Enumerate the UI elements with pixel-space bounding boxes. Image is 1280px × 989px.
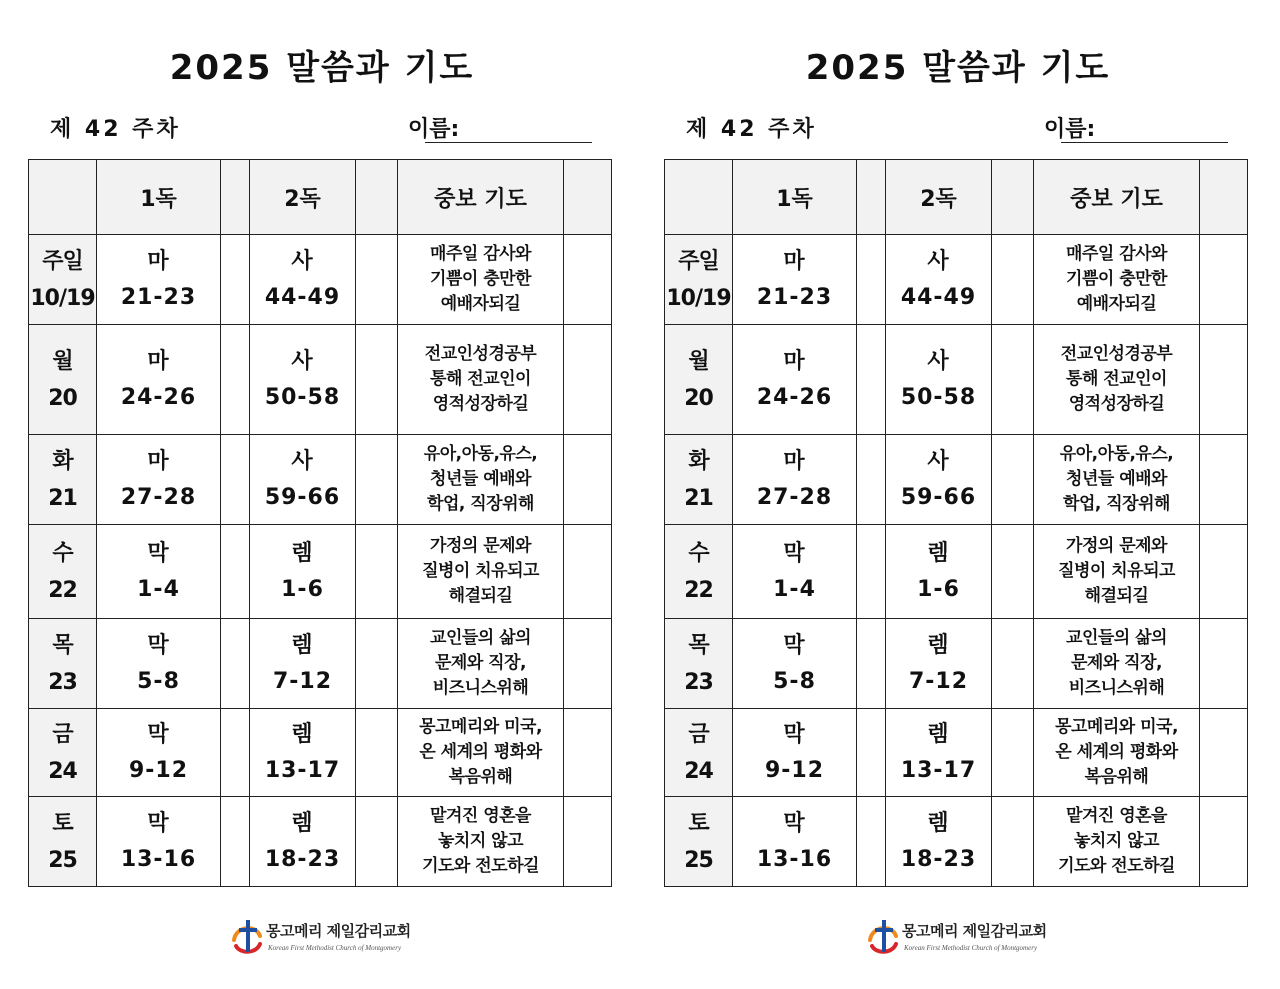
reading-2-cell [250,525,356,619]
check-cell-3 [564,235,612,325]
prayer-line: 통해 전교인이 [1066,369,1167,389]
table-header-row [665,160,1248,235]
reading-1-book: 마 [147,348,170,374]
reading-2-cell [886,525,992,619]
reading-2-book: 렘 [927,540,950,566]
prayer-line: 온 세계의 평화와 [1055,742,1178,762]
header-reading-1: 1독 [97,160,221,235]
prayer-cell [398,797,564,887]
day-cell [29,709,97,797]
reading-2-book: 사 [291,348,314,374]
check-cell-2 [356,525,398,619]
prayer-line: 영적성장하길 [1068,394,1165,414]
header-check-2 [992,160,1034,235]
reading-1-book: 막 [783,810,806,836]
reading-2-book: 렘 [291,540,314,566]
prayer-line: 복음위해 [448,767,513,787]
logo-church-name: 몽고메리 제일감리교회 [902,922,1047,940]
reading-2-book: 렘 [291,632,314,658]
reading-2-range: 18-23 [900,846,977,872]
reading-1-range: 27-28 [756,484,833,510]
reading-2-book: 사 [291,448,314,474]
prayer-line: 기쁨이 충만한 [430,269,531,289]
day-name: 주일 [678,248,719,274]
check-cell-2 [992,435,1034,525]
prayer-cell [1034,525,1200,619]
reading-2-cell [250,325,356,435]
reading-1-cell [733,435,857,525]
day-name: 목 [688,632,709,658]
table-row [665,525,1248,619]
prayer-line: 복음위해 [1084,767,1149,787]
reading-2-range: 13-17 [900,757,977,783]
page-title: 2025 말씀과 기도 [805,48,1111,88]
check-cell-3 [564,797,612,887]
day-date: 21 [48,485,77,511]
header-day-blank [665,160,733,235]
reading-2-book: 사 [927,448,950,474]
prayer-line: 맡겨진 영혼을 [430,806,531,826]
reading-1-cell [97,325,221,435]
reading-1-book: 마 [147,448,170,474]
table-row [665,435,1248,525]
check-cell-3 [564,709,612,797]
name-blank-line [425,142,592,143]
table-row [29,797,612,887]
reading-1-cell [97,619,221,709]
check-cell-2 [992,525,1034,619]
reading-1-cell [97,435,221,525]
check-cell-3 [1200,797,1248,887]
prayer-cell [1034,709,1200,797]
week-number: 제 42 주차 [50,117,181,142]
header-check-2 [356,160,398,235]
reading-plan-table [28,159,612,887]
prayer-cell [398,525,564,619]
reading-1-range: 5-8 [773,668,816,694]
check-cell-3 [1200,435,1248,525]
table-row [29,525,612,619]
church-logo [230,914,410,960]
prayer-line: 질병이 치유되고 [1058,561,1175,581]
header-reading-2: 2독 [250,160,356,235]
prayer-line: 전교인성경공부 [424,344,537,364]
day-date: 24 [48,758,77,784]
reading-1-range: 1-4 [773,576,816,602]
reading-1-cell [97,797,221,887]
header-day-blank [29,160,97,235]
reading-2-cell [250,709,356,797]
check-cell-1 [857,797,886,887]
reading-2-range: 7-12 [908,668,969,694]
header-prayer: 중보 기도 [1034,160,1200,235]
check-cell-2 [992,709,1034,797]
day-name: 월 [688,348,709,374]
prayer-line: 통해 전교인이 [430,369,531,389]
day-date: 10/19 [666,285,731,311]
reading-2-book: 렘 [927,632,950,658]
day-name: 월 [52,348,73,374]
check-cell-1 [857,619,886,709]
prayer-line: 해결되길 [448,586,513,606]
reading-2-book: 사 [291,248,314,274]
reading-1-book: 마 [147,248,170,274]
check-cell-3 [1200,709,1248,797]
check-cell-1 [221,235,250,325]
prayer-line: 영적성장하길 [432,394,529,414]
table-row [29,325,612,435]
prayer-line: 기쁨이 충만한 [1066,269,1167,289]
check-cell-1 [857,325,886,435]
reading-2-range: 44-49 [900,284,977,310]
reading-1-cell [97,709,221,797]
reading-1-cell [733,525,857,619]
reading-1-cell [733,235,857,325]
prayer-line: 매주일 감사와 [430,244,531,264]
check-cell-3 [1200,619,1248,709]
reading-2-book: 사 [927,248,950,274]
table-row [665,619,1248,709]
check-cell-2 [992,325,1034,435]
day-cell [665,525,733,619]
reading-1-cell [97,525,221,619]
table-row [29,619,612,709]
reading-1-range: 13-16 [756,846,833,872]
check-cell-1 [221,797,250,887]
prayer-line: 예배자되길 [440,294,521,314]
cross-flame-logo-icon [230,914,266,958]
reading-2-book: 렘 [927,810,950,836]
header-reading-1: 1독 [733,160,857,235]
reading-2-book: 렘 [927,721,950,747]
reading-2-cell [886,235,992,325]
table-row [665,325,1248,435]
prayer-line: 전교인성경공부 [1060,344,1173,364]
reading-1-book: 막 [783,540,806,566]
day-cell [665,435,733,525]
reading-2-cell [250,235,356,325]
prayer-cell [398,619,564,709]
prayer-line: 청년들 예배와 [1066,469,1167,489]
check-cell-2 [356,235,398,325]
header-prayer: 중보 기도 [398,160,564,235]
reading-1-range: 9-12 [128,757,189,783]
day-date: 21 [684,485,713,511]
logo-church-name: 몽고메리 제일감리교회 [266,922,411,940]
check-cell-1 [221,709,250,797]
header-check-3 [564,160,612,235]
reading-1-range: 24-26 [120,384,197,410]
table-row [665,797,1248,887]
reading-1-range: 27-28 [120,484,197,510]
reading-2-cell [886,797,992,887]
check-cell-1 [221,619,250,709]
check-cell-2 [356,435,398,525]
day-date: 25 [48,847,77,873]
day-name: 토 [688,810,709,836]
name-blank-line [1061,142,1228,143]
prayer-line: 놓치지 않고 [1073,831,1160,851]
reading-1-book: 막 [783,632,806,658]
reading-1-range: 13-16 [120,846,197,872]
check-cell-1 [221,525,250,619]
prayer-line: 유아,아동,유스, [423,444,538,464]
check-cell-2 [356,325,398,435]
reading-1-book: 마 [783,248,806,274]
prayer-line: 문제와 직장, [1071,653,1162,673]
check-cell-3 [1200,235,1248,325]
day-cell [665,325,733,435]
day-cell [29,525,97,619]
reading-1-book: 막 [147,810,170,836]
prayer-cell [1034,235,1200,325]
prayer-line: 온 세계의 평화와 [419,742,542,762]
day-name: 수 [52,540,73,566]
reading-1-cell [97,235,221,325]
reading-2-book: 렘 [291,810,314,836]
reading-2-range: 44-49 [264,284,341,310]
day-name: 화 [52,448,73,474]
reading-1-range: 1-4 [137,576,180,602]
prayer-line: 매주일 감사와 [1066,244,1167,264]
day-cell [29,325,97,435]
week-number: 제 42 주차 [686,117,817,142]
prayer-cell [1034,435,1200,525]
check-cell-3 [564,325,612,435]
reading-2-range: 13-17 [264,757,341,783]
prayer-line: 질병이 치유되고 [422,561,539,581]
reading-2-cell [250,619,356,709]
page-title: 2025 말씀과 기도 [169,48,475,88]
check-cell-2 [356,619,398,709]
day-name: 수 [688,540,709,566]
prayer-line: 청년들 예배와 [430,469,531,489]
header-check-1 [221,160,250,235]
reading-1-range: 5-8 [137,668,180,694]
day-name: 목 [52,632,73,658]
reading-2-range: 1-6 [281,576,324,602]
check-cell-2 [992,797,1034,887]
reading-1-range: 21-23 [120,284,197,310]
check-cell-1 [221,435,250,525]
table-row [665,235,1248,325]
reading-1-cell [733,797,857,887]
reading-2-book: 사 [927,348,950,374]
check-cell-1 [857,525,886,619]
table-header-row [29,160,612,235]
reading-2-range: 18-23 [264,846,341,872]
prayer-line: 몽고메리와 미국, [1055,717,1178,737]
reading-1-range: 21-23 [756,284,833,310]
day-date: 10/19 [30,285,95,311]
prayer-line: 해결되길 [1084,586,1149,606]
prayer-line: 문제와 직장, [435,653,526,673]
prayer-sheet-left [22,0,622,989]
prayer-line: 놓치지 않고 [437,831,524,851]
day-cell [665,709,733,797]
day-cell [29,235,97,325]
reading-2-range: 7-12 [272,668,333,694]
logo-english-subtitle: Korean First Methodist Church of Montgomery [904,944,1038,952]
check-cell-1 [857,435,886,525]
prayer-line: 기도와 전도하길 [422,856,539,876]
day-date: 22 [48,577,77,603]
check-cell-3 [564,435,612,525]
check-cell-3 [1200,325,1248,435]
day-cell [665,235,733,325]
header-check-1 [857,160,886,235]
reading-2-range: 59-66 [900,484,977,510]
table-row [29,235,612,325]
prayer-line: 학업, 직장위해 [427,494,534,514]
prayer-cell [398,709,564,797]
prayer-line: 유아,아동,유스, [1059,444,1174,464]
check-cell-2 [992,235,1034,325]
day-date: 25 [684,847,713,873]
reading-2-range: 50-58 [264,384,341,410]
day-date: 20 [684,385,713,411]
reading-2-cell [250,435,356,525]
reading-1-book: 마 [783,348,806,374]
reading-1-range: 24-26 [756,384,833,410]
reading-1-book: 막 [783,721,806,747]
reading-2-book: 렘 [291,721,314,747]
prayer-line: 학업, 직장위해 [1063,494,1170,514]
check-cell-3 [1200,525,1248,619]
day-cell [29,435,97,525]
table-row [665,709,1248,797]
table-row [29,435,612,525]
day-name: 화 [688,448,709,474]
prayer-line: 비즈니스위해 [1068,678,1165,698]
check-cell-2 [356,709,398,797]
reading-1-book: 막 [147,540,170,566]
reading-1-cell [733,619,857,709]
table-row [29,709,612,797]
day-cell [665,797,733,887]
day-name: 토 [52,810,73,836]
check-cell-3 [564,619,612,709]
prayer-line: 맡겨진 영혼을 [1066,806,1167,826]
name-label: 이름: [408,117,460,142]
day-cell [29,619,97,709]
reading-1-book: 막 [147,632,170,658]
reading-2-cell [886,325,992,435]
reading-2-cell [886,435,992,525]
cross-flame-logo-icon [866,914,902,958]
prayer-line: 예배자되길 [1076,294,1157,314]
reading-2-cell [886,619,992,709]
prayer-line: 가정의 문제와 [1066,536,1167,556]
prayer-cell [1034,619,1200,709]
prayer-sheet-right [658,0,1258,989]
prayer-cell [398,435,564,525]
reading-1-book: 막 [147,721,170,747]
day-name: 주일 [42,248,83,274]
reading-plan-table [664,159,1248,887]
prayer-line: 가정의 문제와 [430,536,531,556]
check-cell-1 [857,709,886,797]
prayer-line: 기도와 전도하길 [1058,856,1175,876]
reading-2-cell [886,709,992,797]
check-cell-3 [564,525,612,619]
prayer-line: 몽고메리와 미국, [419,717,542,737]
name-label: 이름: [1044,117,1096,142]
reading-1-book: 마 [783,448,806,474]
reading-1-cell [733,325,857,435]
logo-english-subtitle: Korean First Methodist Church of Montgomery [268,944,402,952]
reading-1-cell [733,709,857,797]
prayer-cell [398,235,564,325]
reading-1-range: 9-12 [764,757,825,783]
header-check-3 [1200,160,1248,235]
day-name: 금 [688,721,709,747]
church-logo [866,914,1046,960]
reading-2-cell [250,797,356,887]
prayer-cell [1034,797,1200,887]
day-date: 23 [684,669,713,695]
day-date: 20 [48,385,77,411]
day-name: 금 [52,721,73,747]
check-cell-1 [857,235,886,325]
prayer-line: 교인들의 삶의 [1066,628,1167,648]
day-date: 22 [684,577,713,603]
prayer-cell [1034,325,1200,435]
header-reading-2: 2독 [886,160,992,235]
prayer-cell [398,325,564,435]
day-cell [29,797,97,887]
prayer-line: 비즈니스위해 [432,678,529,698]
day-cell [665,619,733,709]
reading-2-range: 50-58 [900,384,977,410]
day-date: 23 [48,669,77,695]
prayer-line: 교인들의 삶의 [430,628,531,648]
day-date: 24 [684,758,713,784]
check-cell-2 [356,797,398,887]
check-cell-1 [221,325,250,435]
reading-2-range: 59-66 [264,484,341,510]
reading-2-range: 1-6 [917,576,960,602]
check-cell-2 [992,619,1034,709]
